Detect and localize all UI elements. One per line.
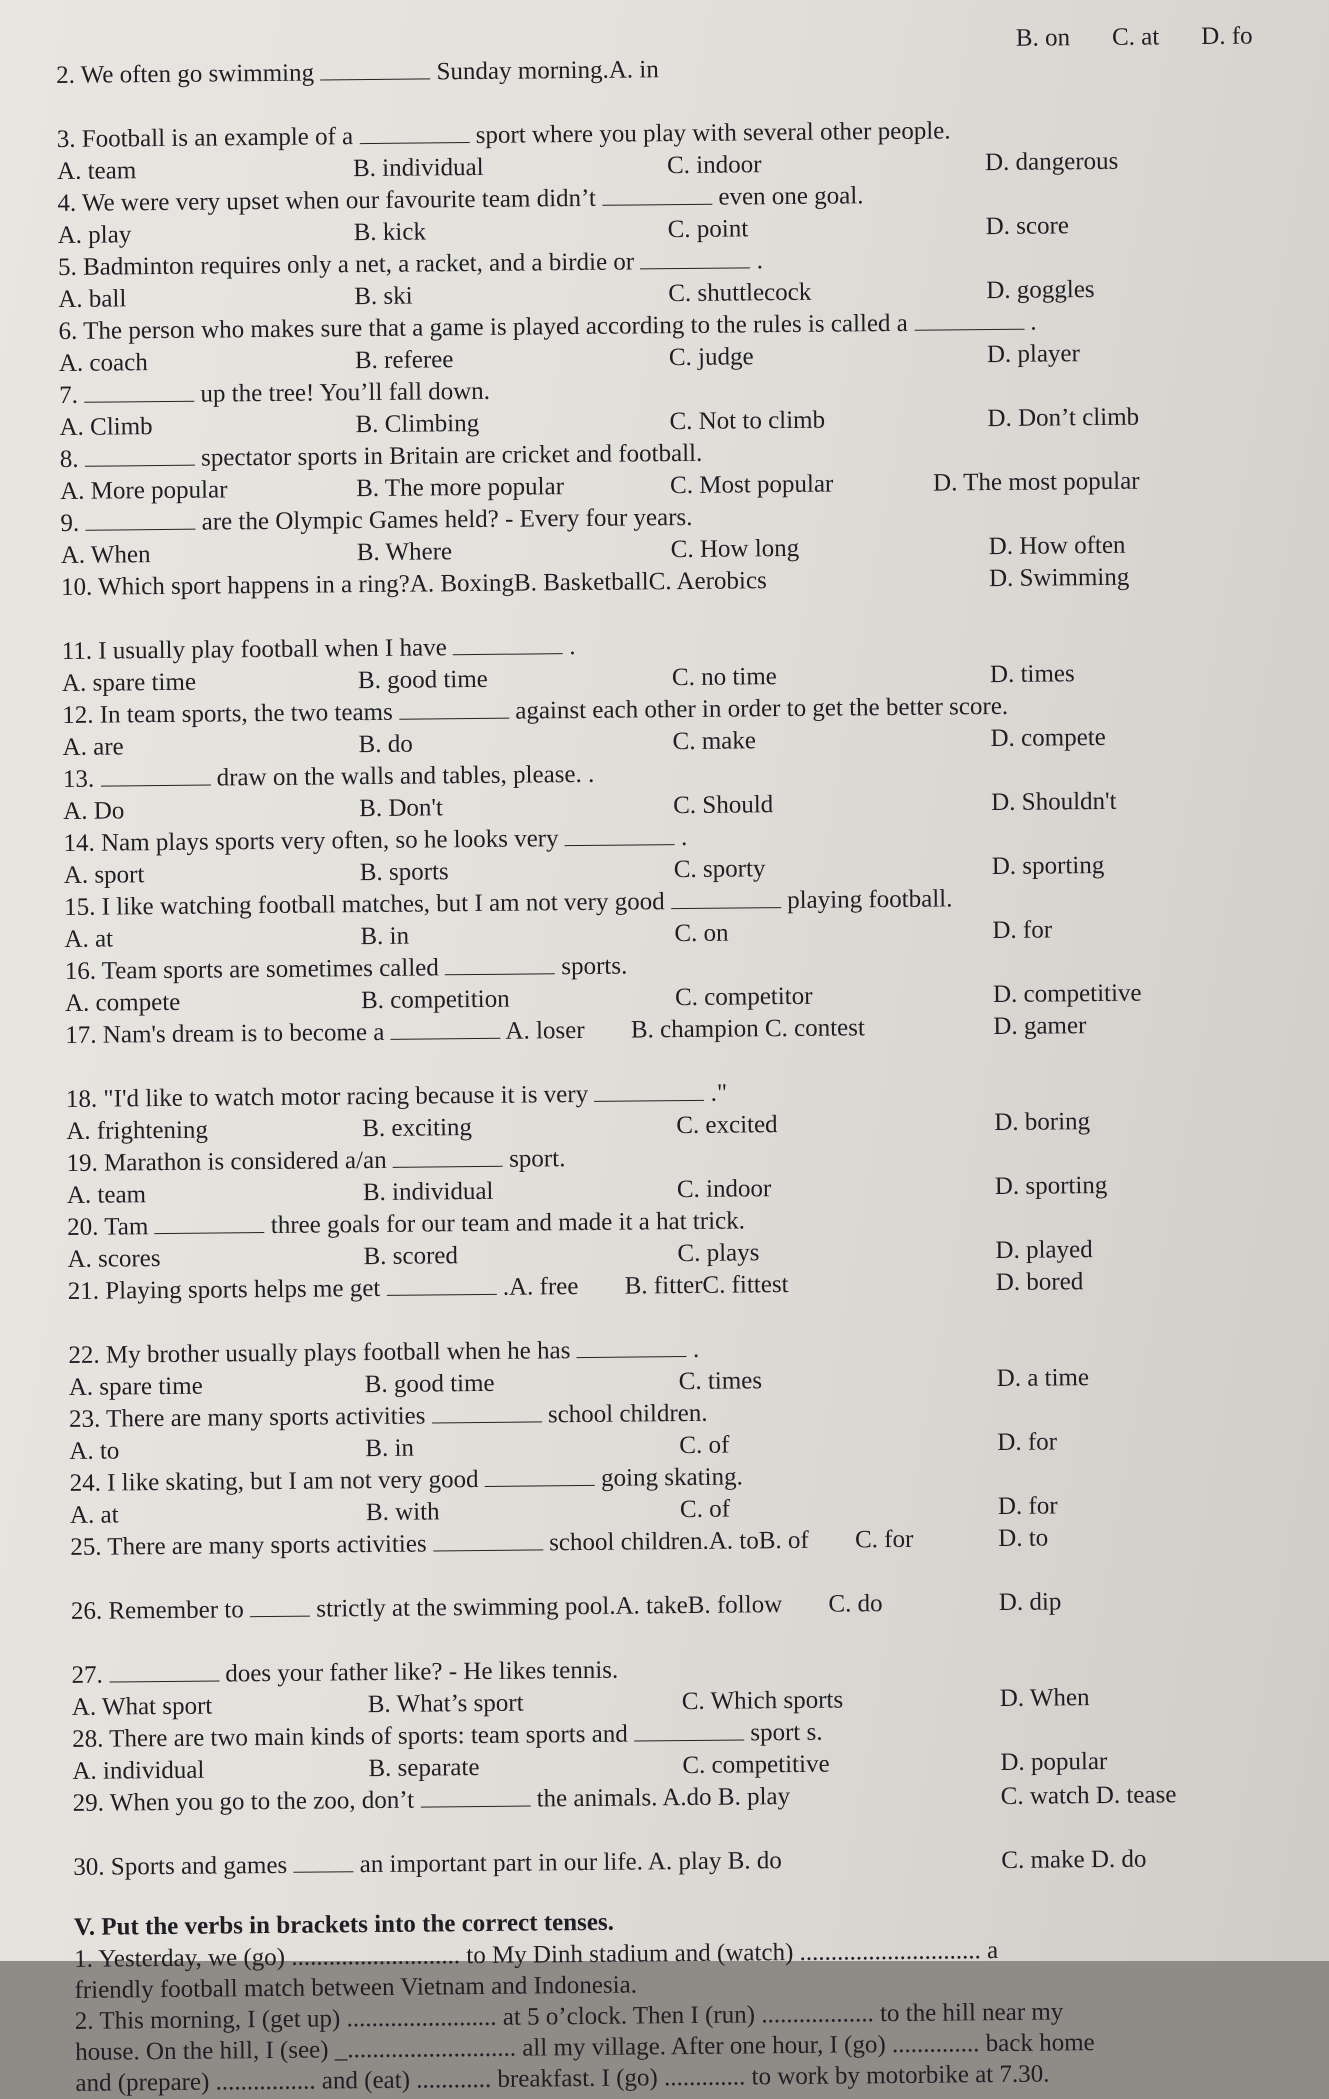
answer-option[interactable]: C. make (672, 725, 756, 758)
options-row (1016, 20, 1295, 55)
inline-options: C. do (828, 1590, 882, 1618)
answer-option[interactable]: A. Climb (59, 411, 152, 444)
answer-blank[interactable] (640, 245, 750, 269)
question-item (63, 752, 1314, 828)
answer-option[interactable]: B. Where (357, 536, 453, 569)
answer-option[interactable]: D. for (998, 1490, 1058, 1523)
answer-option[interactable]: B. Don't (359, 792, 443, 825)
answer-option: D. to (998, 1523, 1048, 1555)
question-text: 13. (63, 766, 95, 793)
question-text-continued: playing football. (787, 885, 953, 914)
answer-blank[interactable] (399, 696, 509, 720)
question-text: 28. There are two main kinds of sports: team sports and (72, 1721, 628, 1753)
question-text-continued: Sunday morning.A. in (436, 56, 658, 85)
question-text: 14. Nam plays sports very often, so he looks very (63, 825, 558, 857)
question-item (71, 1648, 1322, 1724)
question-text: 20. Tam (67, 1213, 148, 1241)
question-stem (62, 631, 576, 668)
answer-option[interactable]: B. sports (360, 856, 449, 889)
answer-option[interactable]: B. in (360, 921, 409, 953)
answer-blank[interactable] (445, 951, 555, 975)
answer-option: D. gamer (993, 1010, 1086, 1043)
option: C. at (1112, 23, 1159, 50)
question-item (68, 1264, 1319, 1340)
answer-option[interactable]: D. sporting (995, 1170, 1108, 1203)
answer-option[interactable]: D. boring (994, 1106, 1090, 1139)
answer-option[interactable]: A. When (61, 539, 151, 572)
question-stem (63, 759, 595, 796)
question-text-continued: an important part in our life. A. play B. do (360, 1847, 782, 1878)
question-text-continued: . (757, 247, 764, 274)
question-text: 4. We were very upset when our favourite team didn’t (57, 185, 596, 217)
answer-option[interactable]: A. to (69, 1435, 119, 1467)
answer-option[interactable]: D. sporting (992, 850, 1105, 883)
answer-option[interactable]: B. in (365, 1433, 414, 1465)
question-item (73, 1776, 1324, 1852)
question-item (61, 560, 1312, 636)
question-text: 24. I like skating, but I am not very good (70, 1466, 479, 1497)
question-item (62, 688, 1313, 764)
answer-option[interactable]: B. kick (354, 216, 427, 249)
exercise-line: and (prepare) ................ and (eat) ............ breakfast. I (go) ............. to work by motorbike at 7.30. (75, 2056, 1325, 2099)
answer-blank[interactable] (390, 1016, 500, 1040)
inline-options: B. champion C. contest (631, 1014, 865, 1043)
question-item (62, 624, 1313, 700)
answer-option[interactable]: D. popular (1000, 1746, 1107, 1779)
answer-blank[interactable] (84, 379, 194, 403)
question-text-continued: sports. (561, 953, 627, 981)
question-text: 17. Nam's dream is to become a (65, 1019, 384, 1049)
answer-option[interactable]: A. individual (72, 1755, 204, 1788)
question-text-continued: spectator sports in Britain are cricket and football. (201, 440, 702, 472)
answer-option[interactable]: D. compete (990, 722, 1106, 755)
answer-option[interactable]: C. indoor (677, 1173, 772, 1206)
question-text: 11. I usually play football when I have (62, 634, 447, 665)
answer-option[interactable]: C. shuttlecock (668, 277, 811, 310)
question-text-continued: sport where you play with several other people. (476, 117, 951, 149)
question-stem (60, 438, 703, 476)
answer-option[interactable]: A. scores (67, 1243, 160, 1276)
answer-option: C. make D. do (1001, 1844, 1146, 1877)
question-text-continued: against each other in order to get the better score. (515, 693, 1008, 725)
question-text: 15. I like watching football matches, but I am not very good (64, 888, 665, 921)
question-text-continued: does your father like? - He likes tennis. (225, 1657, 618, 1688)
answer-option[interactable]: B. referee (355, 344, 454, 377)
answer-option[interactable]: D. The most popular (933, 466, 1140, 500)
answer-option[interactable]: B. Climbing (355, 408, 479, 441)
answer-blank[interactable] (100, 763, 210, 787)
question-text-continued: . (1030, 309, 1037, 336)
answer-option[interactable]: C. point (668, 213, 749, 246)
answer-blank[interactable] (594, 1078, 704, 1102)
answer-option: C. watch D. tease (1001, 1779, 1177, 1813)
question-item (63, 816, 1314, 892)
question-text: 18. "I'd like to watch motor racing because it is very (66, 1081, 588, 1113)
exercise-line: house. On the hill, I (see) _........................... all my village. After one hour, I (go) .............. back home (75, 2025, 1325, 2068)
question-text: 19. Marathon is considered a/an (66, 1147, 386, 1177)
question-text-continued: are the Olympic Games held? - Every four years. (202, 504, 693, 536)
answer-option[interactable]: D. a time (997, 1362, 1090, 1395)
question-text-continued: school children. (548, 1400, 708, 1429)
answer-option[interactable]: A. spare time (62, 667, 196, 700)
question-stem (66, 1078, 727, 1116)
question-item (57, 176, 1308, 252)
answer-blank[interactable] (577, 1334, 687, 1358)
answer-option[interactable]: A. spare time (69, 1371, 203, 1404)
answer-blank[interactable] (250, 1594, 310, 1618)
question-text: 10. Which sport happens in a ring?A. BoxingB. BasketballC. Aerobics (61, 567, 767, 601)
answer-option[interactable]: D. Shouldn't (991, 786, 1117, 819)
question-text: 3. Football is an example of a (57, 123, 354, 153)
answer-option[interactable]: B. good time (365, 1368, 495, 1401)
answer-option[interactable]: A. team (57, 155, 136, 188)
answer-blank[interactable] (433, 1527, 543, 1551)
inline-options: B. fitterC. fittest (625, 1271, 789, 1300)
question-stem (67, 1205, 745, 1244)
question-stem (66, 1143, 565, 1180)
answer-option[interactable]: B. good time (358, 664, 488, 697)
question-stem (71, 1588, 883, 1628)
answer-option[interactable]: D. Don’t climb (987, 402, 1139, 435)
answer-option[interactable]: D. dangerous (985, 146, 1119, 179)
question-text: 29. When you go to the zoo, don’t (73, 1787, 415, 1817)
answer-blank[interactable] (602, 182, 712, 206)
answer-option[interactable]: B. ski (354, 281, 413, 314)
answer-blank[interactable] (109, 1659, 219, 1683)
question-stem (56, 54, 659, 92)
question-text: 12. In team sports, the two teams (62, 699, 393, 729)
question-text-continued: going skating. (601, 1463, 743, 1491)
answer-option[interactable]: B. What’s sport (368, 1688, 524, 1721)
question-item (65, 1008, 1316, 1084)
question-text-continued: A. loser (505, 1017, 584, 1045)
answer-option[interactable]: D. How often (989, 530, 1126, 563)
question-stem (68, 1334, 699, 1372)
question-stem (69, 1398, 708, 1436)
answer-blank[interactable] (386, 1272, 496, 1296)
question-text: 30. Sports and games (73, 1852, 287, 1881)
answer-option[interactable]: C. of (679, 1430, 729, 1462)
answer-option[interactable]: B. individual (363, 1176, 494, 1209)
question-text-continued: even one goal. (718, 182, 863, 210)
question-text-continued: .A. free (503, 1273, 579, 1301)
question-text: 23. There are many sports activities (69, 1403, 426, 1433)
option: D. fo (1201, 23, 1253, 50)
answer-option: D. bored (996, 1266, 1084, 1299)
question-text-continued: school children.A. toB. of (549, 1527, 809, 1556)
answer-option[interactable]: C. Most popular (670, 469, 834, 503)
question-text-continued: sport. (509, 1145, 566, 1173)
option: B. on (1016, 24, 1070, 52)
answer-option[interactable]: C. indoor (667, 149, 762, 182)
answer-blank[interactable] (432, 1399, 542, 1423)
question-text-continued: sport s. (750, 1719, 822, 1747)
answer-option[interactable]: B. competition (361, 984, 510, 1017)
answer-blank[interactable] (453, 631, 563, 655)
exercise-line: 2. This morning, I (get up) ........................ at 5 o’clock. Then I (run) .................. to the hill near my (75, 1994, 1325, 2037)
answer-blank[interactable] (420, 1784, 530, 1808)
question-item (67, 1200, 1318, 1276)
question-text: 8. (60, 446, 79, 473)
answer-option[interactable]: C. Should (673, 789, 773, 822)
answer-blank[interactable] (293, 1849, 353, 1873)
question-text-continued: . (693, 1336, 700, 1363)
question-text-continued: up the tree! You’ll fall down. (200, 378, 490, 408)
question-stem (61, 565, 767, 604)
answer-option[interactable]: D. for (997, 1426, 1057, 1459)
question-stem (71, 1655, 618, 1692)
answer-option[interactable]: C. no time (672, 661, 777, 694)
answer-option[interactable]: D. goggles (986, 274, 1095, 307)
answer-option[interactable]: D. played (995, 1234, 1093, 1267)
answer-blank[interactable] (565, 822, 675, 846)
question-text: 27. (71, 1662, 103, 1689)
question-text-continued: . (681, 824, 688, 851)
inline-options: C. for (855, 1526, 914, 1554)
answer-option[interactable]: C. judge (669, 341, 754, 374)
question-text: 26. Remember to (71, 1596, 244, 1625)
question-text-continued: strictly at the swimming pool.A. takeB. follow (316, 1591, 782, 1622)
answer-blank[interactable] (85, 507, 195, 531)
answer-option[interactable]: C. Not to climb (669, 405, 825, 438)
question-text: 6. The person who makes sure that a game is played according to the rules is called a (58, 310, 908, 345)
answer-option[interactable]: B. individual (353, 152, 484, 185)
answer-option[interactable]: B. scored (363, 1240, 458, 1273)
question-item (70, 1456, 1321, 1532)
question-item (64, 880, 1315, 956)
answer-option[interactable]: C. on (674, 918, 728, 951)
question-item (66, 1136, 1317, 1212)
answer-option[interactable]: C. competitive (682, 1749, 830, 1782)
answer-blank[interactable] (634, 1717, 744, 1741)
question-text: 25. There are many sports activities (70, 1531, 427, 1561)
answer-option[interactable]: D. competitive (993, 978, 1142, 1011)
answer-option[interactable]: A. coach (59, 347, 148, 380)
answer-blank[interactable] (85, 443, 195, 467)
question-item (68, 1328, 1319, 1404)
answer-blank[interactable] (393, 1144, 503, 1168)
question-item (60, 432, 1311, 508)
answer-option[interactable]: A. play (58, 219, 132, 252)
answer-blank[interactable] (485, 1463, 595, 1487)
question-text-continued: three goals for our team and made it a hat trick. (271, 1207, 745, 1239)
question-stem (65, 951, 628, 988)
question-item (66, 1072, 1317, 1148)
answer-blank[interactable] (914, 307, 1024, 331)
answer-option[interactable]: C. plays (677, 1237, 759, 1270)
question-text-continued: . (569, 633, 576, 660)
exercise-line: 1. Yesterday, we (go) ........................... to My Dinh stadium and (watch) ............................. a (74, 1932, 1324, 1975)
answer-option[interactable]: A. Do (63, 795, 124, 828)
question-stem (63, 822, 687, 860)
answer-option[interactable]: A. compete (65, 987, 181, 1020)
answer-option[interactable]: A. sport (64, 859, 145, 892)
answer-option[interactable]: B. with (366, 1496, 440, 1529)
question-stem (73, 1845, 782, 1884)
answer-option[interactable]: C. sporty (674, 853, 766, 886)
answer-option[interactable]: D. When (1000, 1682, 1090, 1715)
question-text: 16. Team sports are sometimes called (65, 954, 439, 985)
question-item (57, 112, 1308, 188)
question-text: 9. (60, 510, 79, 537)
question-text: 22. My brother usually plays football when he has (68, 1337, 570, 1369)
answer-option[interactable]: B. separate (368, 1752, 479, 1785)
answer-blank[interactable] (671, 885, 781, 909)
question-item (70, 1520, 1321, 1596)
question-item (69, 1392, 1320, 1468)
question-text: 2. We often go swimming (56, 60, 314, 89)
exercise-line: friendly football match between Vietnam and Indonesia. (74, 1963, 1324, 2006)
answer-option[interactable]: C. excited (676, 1109, 778, 1142)
answer-option[interactable]: B. The more popular (356, 471, 564, 505)
section-title: V. Put the verbs in brackets into the correct tenses. (74, 1900, 1324, 1944)
answer-option[interactable]: C. How long (671, 533, 800, 566)
question-list (56, 48, 1326, 2099)
question-text: 5. Badminton requires only a net, a racket, and a birdie or (58, 248, 634, 281)
question-text: 21. Playing sports helps me get (68, 1275, 381, 1305)
question-item (58, 240, 1309, 316)
answer-blank[interactable] (154, 1210, 264, 1234)
answer-option[interactable]: C. of (680, 1494, 730, 1526)
answer-blank[interactable] (359, 120, 469, 144)
answer-option[interactable]: A. ball (58, 283, 126, 316)
question-text-continued: the animals. A.do B. play (536, 1783, 790, 1812)
question-text-continued: draw on the walls and tables, please. . (217, 761, 595, 792)
question-stem (59, 376, 490, 412)
answer-option[interactable]: B. do (358, 729, 412, 762)
question-stem (73, 1781, 791, 1820)
answer-option[interactable]: A. at (70, 1499, 119, 1531)
question-item (71, 1584, 1322, 1660)
question-stem (58, 245, 763, 284)
answer-option[interactable]: D. times (990, 658, 1075, 691)
question-text-continued: ." (711, 1080, 728, 1107)
answer-option[interactable]: A. at (64, 923, 113, 955)
question-stem (70, 1461, 743, 1499)
question-text: 7. (59, 382, 78, 409)
question-stem (68, 1269, 789, 1308)
answer-option[interactable]: C. competitor (675, 981, 813, 1014)
question-item (60, 496, 1311, 572)
question-item (72, 1712, 1323, 1788)
question-stem (60, 502, 692, 540)
question-item (56, 48, 1307, 124)
question-stem (70, 1524, 913, 1564)
answer-option[interactable]: A. frightening (66, 1115, 208, 1148)
answer-option[interactable]: A. More popular (60, 474, 228, 508)
answer-option[interactable]: A. What sport (72, 1691, 213, 1724)
answer-option: D. dip (999, 1586, 1062, 1619)
answer-option[interactable]: C. Which sports (682, 1685, 844, 1719)
answer-option[interactable]: A. are (62, 731, 123, 764)
answer-option[interactable]: B. exciting (362, 1112, 472, 1145)
question-stem (65, 1012, 865, 1052)
answer-option[interactable]: D. player (987, 338, 1080, 371)
answer-option[interactable]: A. team (67, 1179, 146, 1212)
question-item (65, 944, 1316, 1020)
answer-blank[interactable] (320, 56, 430, 80)
answer-option[interactable]: D. for (992, 914, 1052, 947)
question-item (59, 368, 1310, 444)
answer-option[interactable]: C. times (679, 1365, 763, 1398)
question-item (58, 304, 1309, 380)
answer-option[interactable]: D. score (985, 210, 1069, 243)
answer-option: D. Swimming (989, 562, 1130, 595)
